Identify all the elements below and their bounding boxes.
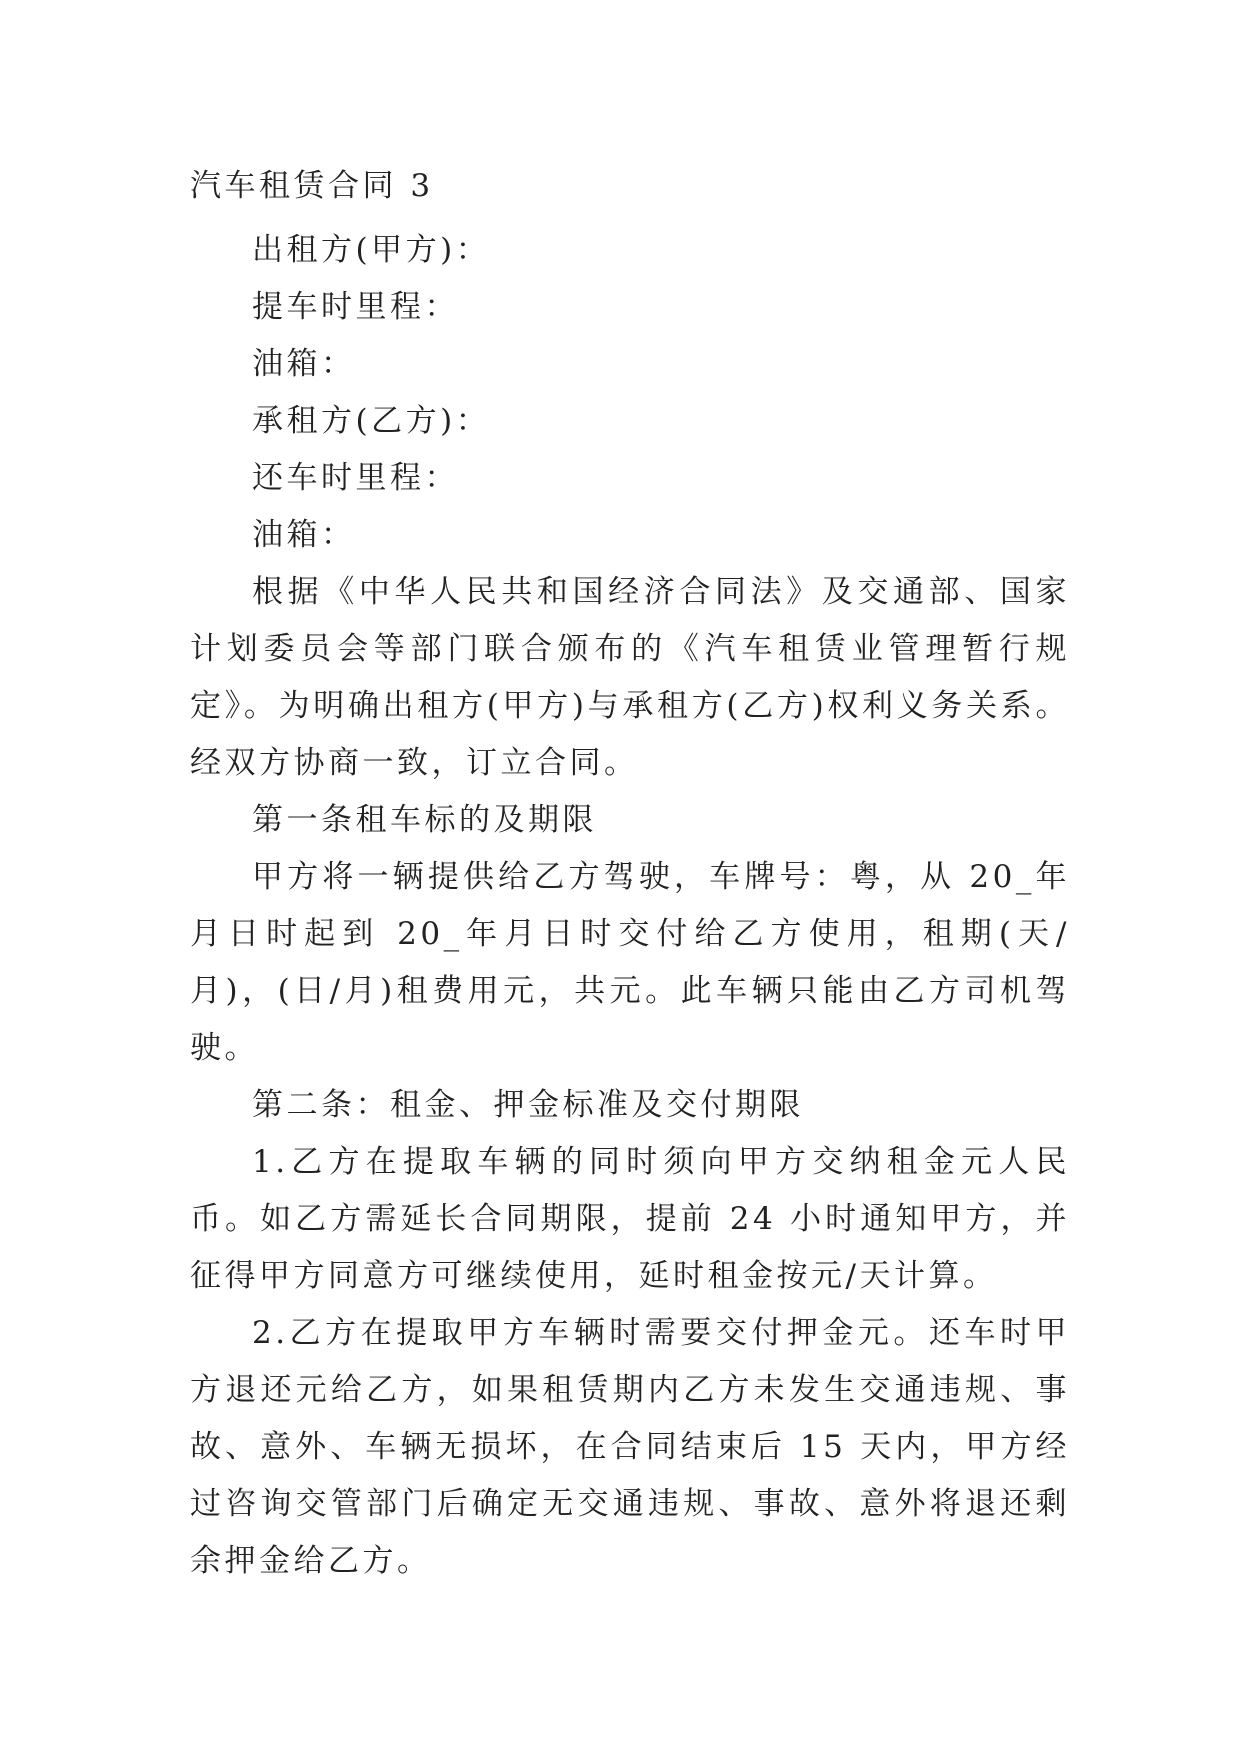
contract-body	[190, 164, 1070, 1590]
lessor-field: 出租方(甲方)：	[252, 232, 491, 268]
article-2-item-1: 1.乙方在提取车辆的同时须向甲方交纳租金元人民币。如乙方需延长合同期限，提前 24 小时通知甲方，并征得甲方同意方可继续使用，延时租金按元/天计算。	[190, 1144, 1070, 1294]
article-1-heading: 第一条租车标的及期限	[252, 802, 597, 838]
pickup-mileage-field: 提车时里程：	[252, 289, 459, 325]
article-2-item-2: 2.乙方在提取甲方车辆时需要交付押金元。还车时甲方退还元给乙方，如果租赁期内乙方未发生交通违规、事故、意外、车辆无损坏，在合同结束后 15 天内，甲方经过咨询交管部门后确定无交通违规、事故、意外将退还剩余押金给乙方。	[190, 1315, 1070, 1579]
preamble-paragraph: 根据《中华人民共和国经济合同法》及交通部、国家计划委员会等部门联合颁布的《汽车租赁业管理暂行规定》。为明确出租方(甲方)与承租方(乙方)权利义务关系。经双方协商一致，订立合同。	[190, 574, 1070, 781]
return-mileage-field: 还车时里程：	[252, 460, 459, 496]
contract-title: 汽车租赁合同 3	[190, 168, 434, 204]
article-1-paragraph: 甲方将一辆提供给乙方驾驶，车牌号：粤，从 20_年月日时起到 20_年月日时交付给乙方使用，租期(天/月)，(日/月)租费用元，共元。此车辆只能由乙方司机驾驶。	[190, 859, 1070, 1066]
return-fuel-field: 油箱：	[252, 517, 356, 553]
lessee-field: 承租方(乙方)：	[252, 403, 491, 439]
pickup-fuel-field: 油箱：	[252, 346, 356, 382]
article-2-heading: 第二条：租金、押金标准及交付期限	[252, 1087, 804, 1123]
